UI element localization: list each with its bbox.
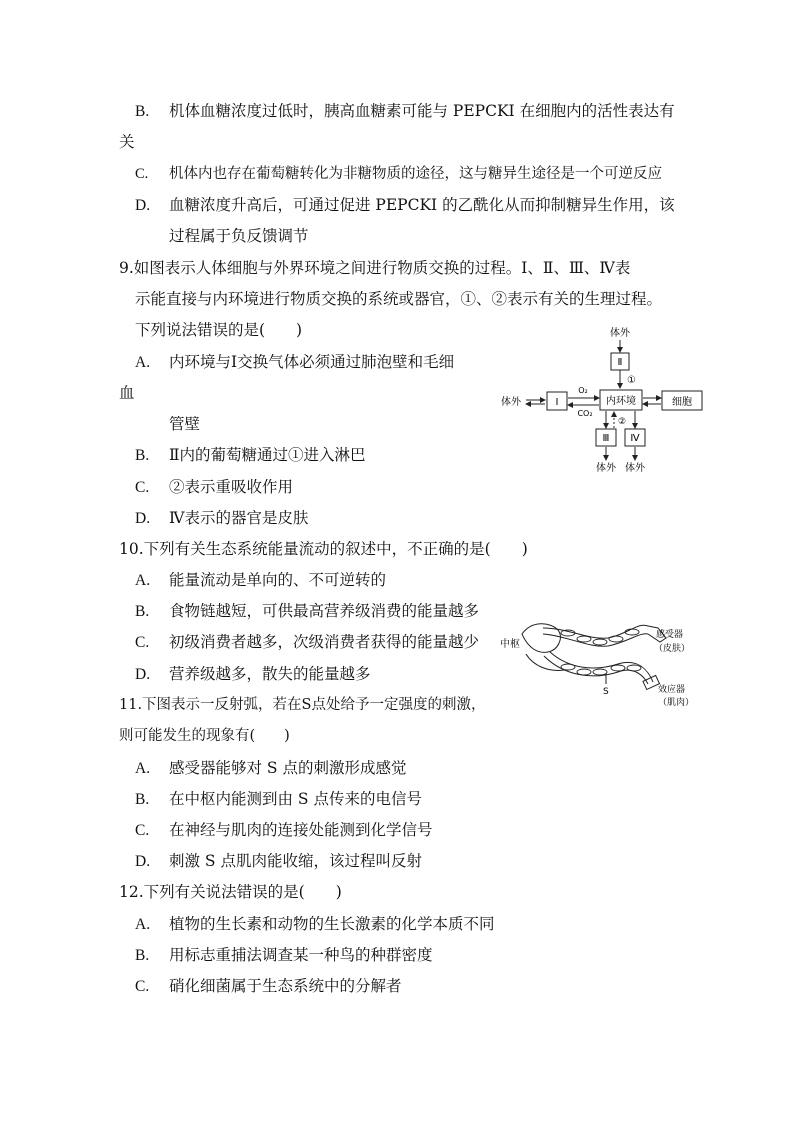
option-text: 刺激 S 点肌肉能收缩，该过程叫反射: [169, 852, 422, 870]
q8-option-c: [135, 163, 662, 185]
q10-option-b: [135, 600, 479, 623]
option-label: B.: [135, 447, 150, 464]
option-text: Ⅳ表示的器官是皮肤: [169, 509, 309, 527]
effector-muscle: [643, 675, 659, 689]
option-text: 能量流动是单向的、不可逆转的: [169, 571, 387, 589]
q8-option-b: [135, 100, 675, 123]
option-text: 用标志重捕法调查某一种鸟的种群密度: [169, 946, 433, 964]
option-label: B.: [135, 603, 150, 620]
q9-option-a-continued-2: 管壁: [169, 415, 201, 433]
q9-stem-line-2: 示能直接与内环境进行物质交换的系统或器官，①、②表示有关的生理过程。: [135, 290, 663, 308]
option-text: 在神经与肌肉的连接处能测到化学信号: [169, 821, 433, 839]
option-label: D.: [135, 197, 151, 214]
option-label: D.: [135, 853, 151, 870]
q9-stem-line-3: 下列说法错误的是( ): [135, 321, 303, 339]
option-label: A.: [135, 916, 151, 933]
q11-option-c: [135, 819, 433, 842]
q10-option-a: [135, 569, 386, 592]
q8-option-b-continued: 关: [119, 133, 135, 151]
process-1-label: ①: [627, 375, 636, 386]
spinal-center-shape: [522, 624, 560, 653]
option-label: C.: [135, 166, 149, 182]
q9-stem-line-1: 9.如图表示人体细胞与外界环境之间进行物质交换的过程。Ⅰ、Ⅱ、Ⅲ、Ⅳ表: [119, 259, 631, 277]
option-label: A.: [135, 760, 151, 777]
cell-label: 细胞: [672, 397, 692, 408]
effector-sub-label: （肌肉）: [658, 698, 695, 708]
q9-option-a: [135, 351, 454, 374]
option-label: A.: [135, 572, 151, 589]
co2-label: CO₂: [577, 409, 593, 418]
option-text: 营养级越多，散失的能量越多: [169, 665, 371, 683]
option-text: 内环境与Ⅰ交换气体必须通过肺泡壁和毛细: [169, 353, 455, 371]
option-text: 植物的生长素和动物的生长激素的化学本质不同: [169, 915, 495, 933]
option-text: 机体血糖浓度过低时，胰高血糖素可能与 PEPCKI 在细胞内的活性表达有: [169, 102, 675, 120]
q12-option-b: [135, 944, 433, 967]
effector-label: 效应器: [658, 685, 686, 695]
o2-label: O₂: [578, 386, 588, 395]
option-label: A.: [135, 354, 151, 371]
q12-option-c: [135, 975, 402, 998]
receptor-label: 感受器: [656, 630, 684, 640]
efferent-nerve-top: [550, 652, 653, 682]
option-label: B.: [135, 947, 150, 964]
bottom-outside-label-1: 体外: [596, 463, 616, 474]
option-label: C.: [135, 479, 150, 496]
option-text: 机体内也存在葡萄糖转化为非糖物质的途径，这与糖异生途径是一个可逆反应: [169, 166, 662, 182]
option-label: C.: [135, 634, 150, 651]
process-2-label: ②: [618, 417, 627, 427]
box-i-label: Ⅰ: [555, 397, 559, 408]
option-text: Ⅱ内的葡萄糖通过①进入淋巴: [169, 446, 366, 464]
option-label: C.: [135, 978, 150, 995]
q11-option-a: [135, 757, 406, 780]
q9-option-a-continued: 血: [119, 384, 135, 402]
center-label: 中枢: [500, 639, 520, 650]
option-text: 在中枢内能测到由 S 点传来的电信号: [169, 790, 422, 808]
q10-option-c: [135, 631, 479, 654]
q11-stem-line-2: 则可能发生的现象有( ): [119, 728, 290, 744]
box-ii-label: Ⅱ: [617, 357, 623, 368]
box-iii-label: Ⅲ: [602, 433, 610, 444]
q9-option-b: [135, 444, 366, 467]
option-label: D.: [135, 510, 151, 527]
option-text: ②表示重吸收作用: [169, 478, 294, 496]
option-text: 食物链越短，可供最高营养级消费的能量越多: [169, 602, 480, 620]
q11-stem-line-1: 11.下图表示一反射弧，若在S点处给予一定强度的刺激，: [119, 697, 486, 713]
option-label: B.: [135, 103, 150, 120]
q9-option-c: [135, 476, 293, 499]
option-label: D.: [135, 666, 151, 683]
left-outside-label: 体外: [501, 397, 521, 408]
q10-option-d: [135, 663, 371, 686]
q12-stem: 12.下列有关说法错误的是( ): [119, 883, 342, 901]
q12-option-a: [135, 913, 495, 936]
option-text: 感受器能够对 S 点的刺激形成感觉: [169, 759, 407, 777]
q8-option-d: [135, 194, 675, 217]
q11-option-b: [135, 788, 422, 811]
option-text: 初级消费者越多，次级消费者获得的能量越少: [169, 633, 480, 651]
box-iv-label: Ⅳ: [630, 433, 640, 444]
top-outside-label: 体外: [610, 328, 630, 339]
option-label: B.: [135, 791, 150, 808]
reflex-arc-diagram: [498, 612, 708, 710]
receptor-sub-label: （皮肤）: [654, 644, 691, 654]
q9-option-d: [135, 507, 309, 530]
q10-stem: 10.下列有关生态系统能量流动的叙述中，不正确的是( ): [119, 540, 528, 558]
internal-environment-label: 内环境: [606, 396, 636, 407]
q9-exchange-diagram: [495, 320, 715, 475]
option-label: C.: [135, 822, 150, 839]
option-text: 硝化细菌属于生态系统中的分解者: [169, 977, 402, 995]
q8-option-d-continued: 过程属于负反馈调节: [169, 227, 309, 245]
q11-option-d: [135, 850, 422, 873]
s-point-label: S: [603, 687, 609, 697]
bottom-outside-label-2: 体外: [625, 463, 645, 474]
option-text: 血糖浓度升高后，可通过促进 PEPCKI 的乙酰化从而抑制糖异生作用，该: [169, 196, 675, 214]
